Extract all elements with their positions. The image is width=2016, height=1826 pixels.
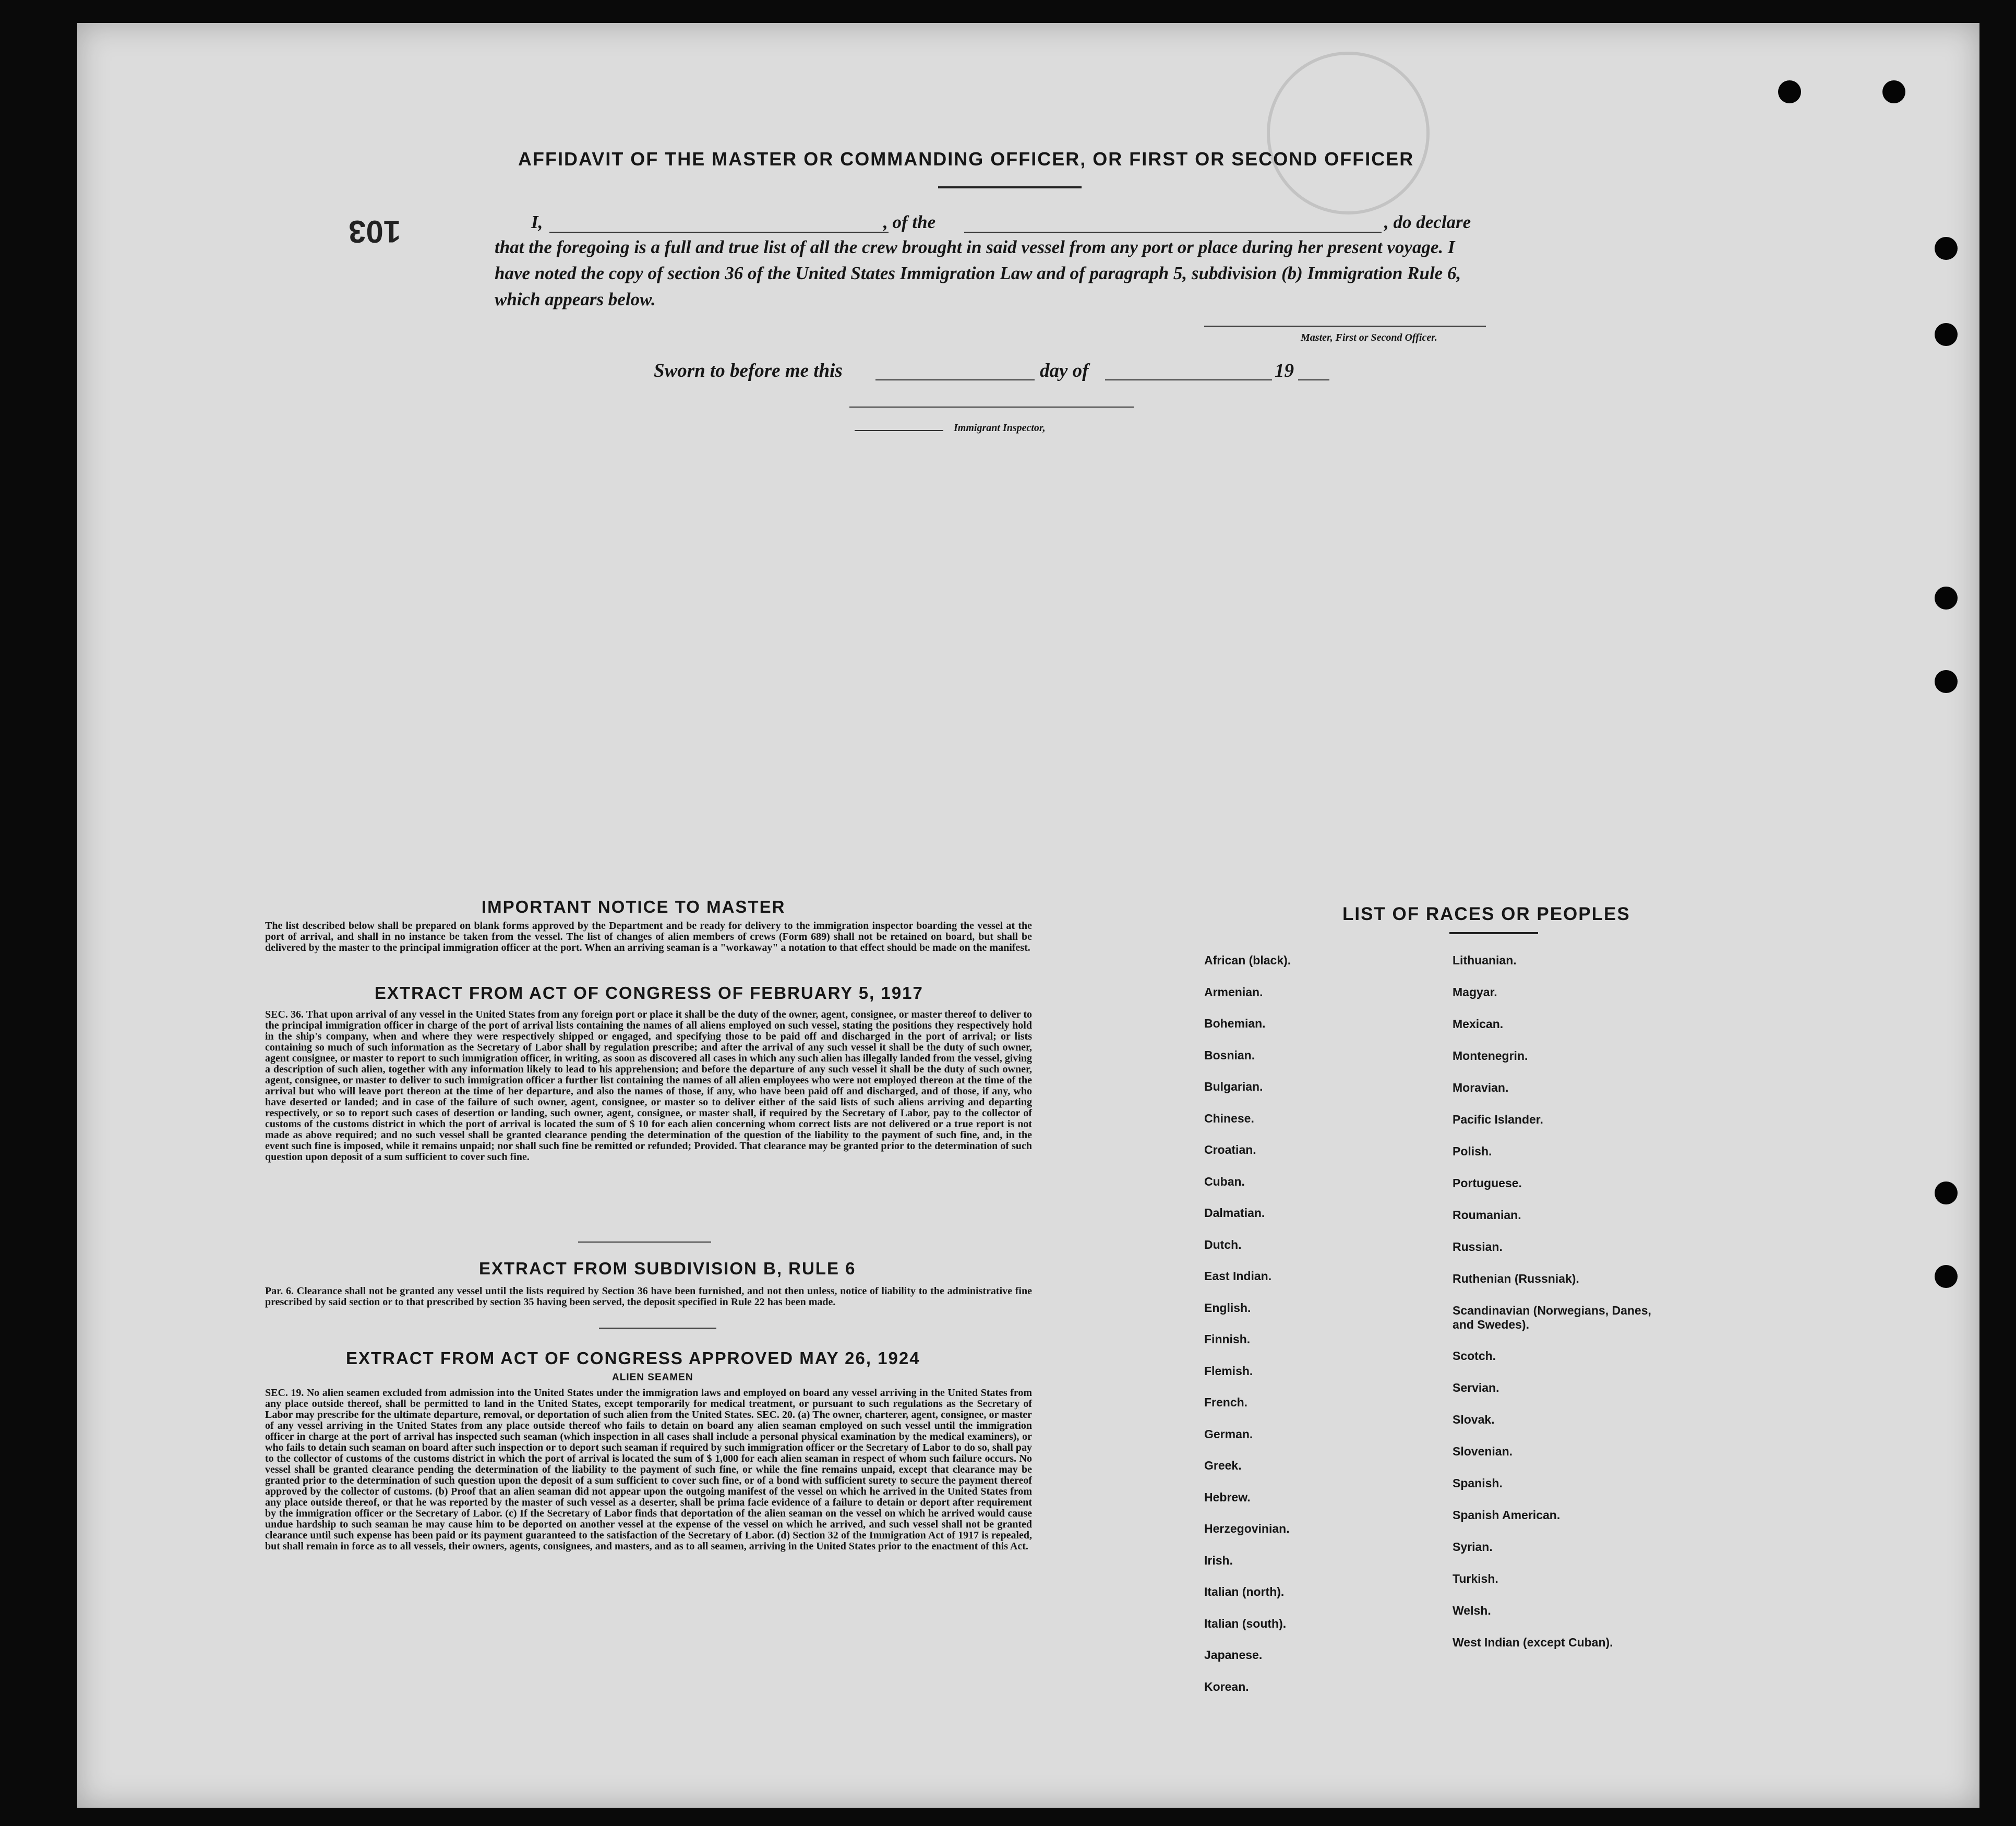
race-item: Japanese. — [1204, 1648, 1263, 1662]
binder-hole — [1778, 80, 1801, 103]
race-item: Welsh. — [1453, 1604, 1491, 1617]
affidavit-body: that the foregoing is a full and true list of all the crew brought in said vessel from any port or place during her present voyage. I have noted the copy of section 36 of the United States Immigration Law and of paragraph 5, subdivision (b) Immigration Rule 6, which appears below. — [495, 237, 1461, 309]
name-blank — [549, 232, 889, 233]
race-item: Bulgarian. — [1204, 1080, 1263, 1093]
race-item: Herzegovinian. — [1204, 1522, 1290, 1535]
extract-1924-body: SEC. 19. No alien seamen excluded from admission into the United States under the immigration laws and employed on board any vessel arriving in the United States from any place outside thereof, shall be permitted to land in the United States, except temporarily for medical treatment, or pursuant to such regulations as the Secretary of Labor may prescribe for the ultimate departure, removal, or deportation of such alien from the United States. SEC. 20. (a) The owner, charterer, agent, consignee, or master of any vessel arriving in the United States from any place outside thereof who fails to detain on board any alien seaman employed on such vessel until the immigration officer in charge at the port of arrival has inspected such seaman (which inspection in all cases shall include a personal physical examination by the medical examiners), or who fails to detain such seaman on board after such inspection or to deport such seaman if required by such immigration officer or the Secretary of Labor to do so, shall pay to the collector of customs of the customs district in which the port of arrival is located the sum of $ 1,000 for each alien seaman in respect of whom such failure occurs. No vessel shall be granted clearance pending the determination of the liability to the payment of such fine, or while the fine remains unpaid, except that clearance may be granted prior to the determination of such question upon the deposit of a sum sufficient to cover such fine, or of a bond with sufficient surety to secure the payment thereof approved by the collector of customs. (b) Proof that an alien seaman did not appear upon the outgoing manifest of the vessel on which he arrived in the United States from any place outside thereof, or that he was reported by the master of such vessel as a deserter, shall be prima facie evidence of a failure to detain or deport after requirement by the immigration officer or the Secretary of Labor. (c) If the Secretary of Labor finds that deportation of the alien seaman on the vessel on which he arrived would cause undue hardship to such seaman he may cause him to be deported on another vessel at the expense of the vessel on which he arrived, and such vessel shall not be granted clearance until such expense has been paid or its payment guaranteed to the satisfaction of the Secretary of Labor. (d) Section 32 of the Immigration Act of 1917 is repealed, but shall remain in force as to all vessels, their owners, agents, consignees, and masters, and as to all seamen, arriving in the United States prior to the enactment of this Act. — [265, 1387, 1032, 1552]
binder-hole — [1882, 80, 1905, 103]
race-item: Magyar. — [1453, 985, 1497, 999]
race-item: Syrian. — [1453, 1540, 1493, 1554]
race-item: Hebrew. — [1204, 1490, 1251, 1504]
race-item: Roumanian. — [1453, 1208, 1521, 1222]
races-title: LIST OF RACES OR PEOPLES — [1342, 904, 1630, 924]
race-item: Pacific Islander. — [1453, 1113, 1543, 1126]
race-item: Greek. — [1204, 1459, 1242, 1472]
race-item: Chinese. — [1204, 1111, 1254, 1125]
race-item: Italian (south). — [1204, 1616, 1287, 1630]
race-item: Scotch. — [1453, 1349, 1496, 1363]
extract-1917-title: EXTRACT FROM ACT OF CONGRESS OF FEBRUARY 5, 1917 — [375, 983, 923, 1002]
race-item: English. — [1204, 1300, 1251, 1315]
sworn-day-blank — [875, 379, 1035, 380]
race-item: Lithuanian. — [1453, 953, 1517, 967]
binder-hole — [1935, 1181, 1958, 1204]
race-item: Slovak. — [1453, 1413, 1495, 1426]
sworn-prefix: Sworn to before me this — [654, 360, 843, 381]
race-item: Armenian. — [1204, 985, 1263, 999]
alien-seamen-subtitle: ALIEN SEAMEN — [612, 1372, 693, 1383]
race-item: Flemish. — [1204, 1364, 1253, 1378]
margin-number: 103 — [349, 214, 401, 249]
race-item: German. — [1204, 1427, 1253, 1441]
vessel-blank — [964, 232, 1382, 233]
extract-1924-title: EXTRACT FROM ACT OF CONGRESS APPROVED MAY 26, 1924 — [346, 1348, 920, 1368]
race-item: West Indian (except Cuban). — [1453, 1636, 1613, 1649]
race-item: Mexican. — [1453, 1017, 1504, 1031]
race-item: Servian. — [1453, 1381, 1499, 1394]
race-item: Dalmatian. — [1204, 1206, 1265, 1220]
race-item: Ruthenian (Russniak). — [1453, 1272, 1579, 1285]
races-underline — [1449, 932, 1538, 934]
race-item: Russian. — [1453, 1240, 1503, 1254]
document-sheet — [77, 23, 1979, 1808]
race-item: African (black). — [1204, 953, 1291, 967]
affidavit-prefix: I, — [531, 212, 543, 232]
race-item: Polish. — [1453, 1144, 1492, 1158]
inspector-line — [849, 407, 1134, 408]
binder-hole — [1935, 587, 1958, 610]
inspector-prefix-line — [855, 430, 943, 431]
race-item: Slovenian. — [1453, 1445, 1513, 1458]
race-item: Turkish. — [1453, 1572, 1498, 1585]
race-item: Bohemian. — [1204, 1017, 1266, 1030]
sworn-year-label: 19 — [1275, 360, 1294, 381]
race-item: French. — [1204, 1395, 1248, 1409]
inspector-label: Immigrant Inspector, — [954, 422, 1046, 434]
section-divider — [578, 1242, 711, 1243]
notice-title: IMPORTANT NOTICE TO MASTER — [482, 897, 786, 916]
race-item: East Indian. — [1204, 1269, 1272, 1283]
race-item: Montenegrin. — [1453, 1049, 1528, 1063]
affidavit-suffix: , do declare — [1384, 212, 1471, 232]
faded-seal-stamp — [1267, 52, 1430, 214]
race-item: Scandinavian (Norwegians, Danes, and Swedes). — [1453, 1304, 1651, 1331]
race-item: Portuguese. — [1453, 1176, 1522, 1190]
race-item: Bosnian. — [1204, 1048, 1255, 1062]
race-item: Italian (north). — [1204, 1585, 1285, 1598]
race-item: Dutch. — [1204, 1237, 1242, 1251]
section-divider — [599, 1328, 716, 1329]
notice-body: The list described below shall be prepared on blank forms approved by the Department and be ready for delivery to the immigration inspector boarding the vessel at the port of arrival, and shall in no instance be taken from the vessel. The list of changes of alien members of crews (Form 689) shall not be retained on board, but shall be delivered by the master to the principal immigration officer at the port. When an arriving seaman is a "workaway" a notation to that effect should be made on the manifest. — [265, 920, 1032, 953]
signature-line — [1204, 326, 1486, 327]
extract-1917-body: SEC. 36. That upon arrival of any vessel in the United States from any foreign port or place it shall be the duty of the owner, agent, consignee, or master thereof to deliver to the principal immigration officer in charge of the port of arrival lists containing the names of all aliens employed on such vessel, stating the positions they respectively hold in the ship's company, when and where they were respectively shipped or engaged, and specifying those to be paid off and discharged in the port of arrival; or lists containing so much of such information as the Secretary of Labor shall by regulation prescribe; and after the arrival of any such vessel it shall be the duty of such owner, agent consignee, or master to report to such immigration officer, in writing, as soon as discovered all cases in which any such alien has illegally landed from the vessel, giving a description of such alien, together with any information likely to lead to his apprehension; and before the departure of any such vessel it shall be the duty of such owner, agent, consignee, or master to deliver to such immigration officer a further list containing the names of all alien employees who were not employed thereon at the time of the arrival but who will leave port thereon at the time of her departure, and also the names of those, if any, who have been paid off and discharged, and of those, if any, who have deserted or landed; and in case of the failure of such owner, agent, consignee, or master so to deliver either of the said lists of such aliens arriving and departing respectively, or so to report such cases of desertion or landing, such owner, agent, consignee, or master shall, if required by the Secretary of Labor, pay to the collector of customs of the customs district in which the port of arrival is located the sum of $ 10 for each alien concerning whom correct lists are not delivered or a true report is not made as above required; and no such vessel shall be granted clearance pending the determination of the question of the liability to the payment of such fine, and, in the event such fine is imposed, while it remains unpaid; nor shall such fine be remitted or refunded; Provided. That clearance may be granted prior to the determination of such question upon deposit of a sum sufficient to cover such fine. — [265, 1009, 1032, 1163]
rule6-body: Par. 6. Clearance shall not be granted any vessel until the lists required by Section 36 have been furnished, and not then unless, notice of liability to the administrative fine prescribed by said section or to that prescribed by section 35 having been served, the deposit specified in Rule 22 has been made. — [265, 1285, 1032, 1308]
sworn-day-label: day of — [1040, 360, 1089, 381]
race-item: Finnish. — [1204, 1332, 1251, 1346]
binder-hole — [1935, 670, 1958, 693]
rule6-title: EXTRACT FROM SUBDIVISION B, RULE 6 — [479, 1259, 856, 1278]
signature-label: Master, First or Second Officer. — [1301, 332, 1437, 343]
sworn-year-blank — [1298, 379, 1329, 380]
sworn-month-blank — [1105, 379, 1272, 380]
affidavit-title: AFFIDAVIT OF THE MASTER OR COMMANDING OFFICER, OR FIRST OR SECOND OFFICER — [518, 148, 1414, 170]
race-item: Spanish. — [1453, 1476, 1503, 1490]
race-item: Irish. — [1204, 1553, 1233, 1567]
binder-hole — [1935, 323, 1958, 346]
race-item: Cuban. — [1204, 1174, 1245, 1188]
title-underline — [938, 186, 1082, 188]
race-item: Moravian. — [1453, 1081, 1509, 1094]
affidavit-mid: , of the — [883, 212, 936, 232]
binder-hole — [1935, 237, 1958, 260]
race-item: Korean. — [1204, 1679, 1249, 1693]
race-item: Spanish American. — [1453, 1508, 1561, 1522]
binder-hole — [1935, 1265, 1958, 1288]
race-item: Croatian. — [1204, 1143, 1256, 1156]
